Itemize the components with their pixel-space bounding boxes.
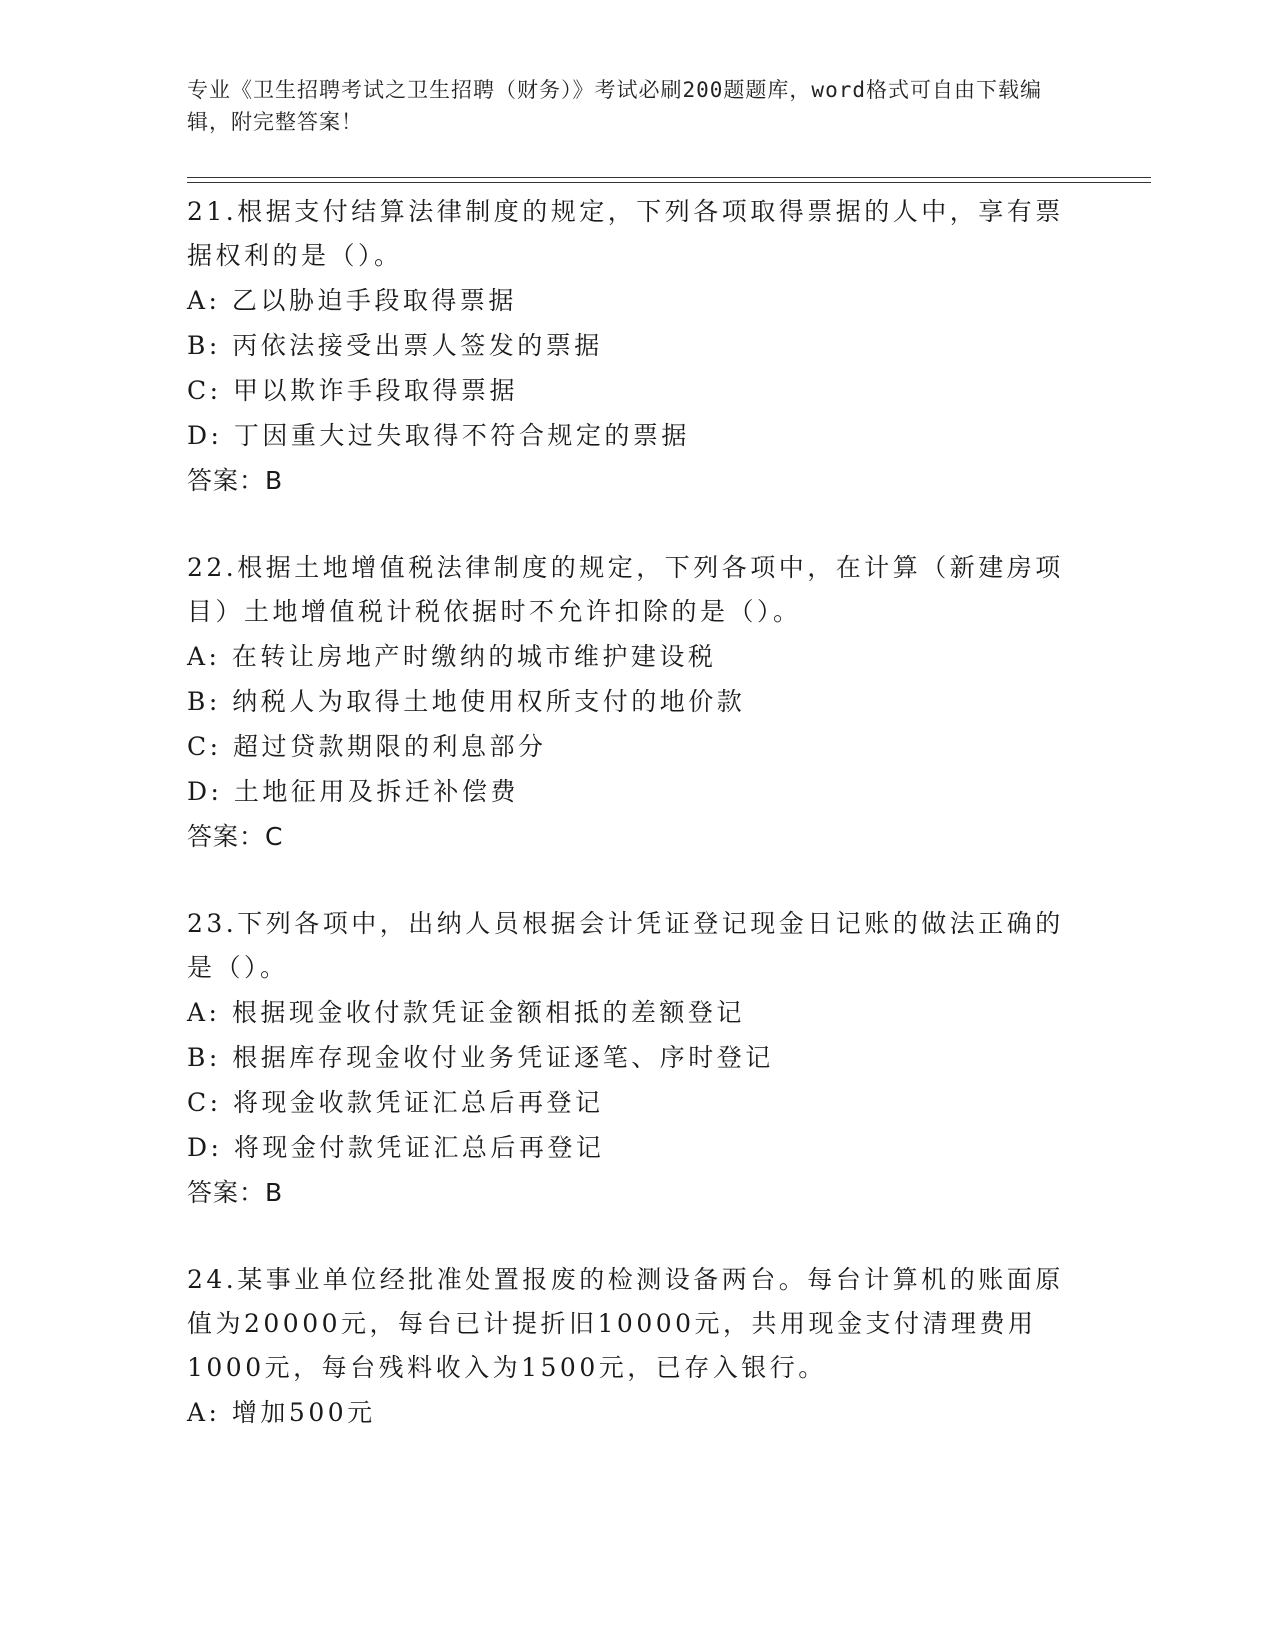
header-divider-bottom xyxy=(187,182,1151,183)
answer-line: 答案：B xyxy=(187,466,284,495)
question-23 xyxy=(187,902,1087,1216)
document-header-intro: 专业《卫生招聘考试之卫生招聘（财务）》考试必刷200题题库，word格式可自由下载编辑，附完整答案！ xyxy=(187,78,1042,134)
answer-line: 答案：C xyxy=(187,822,284,851)
question-list xyxy=(187,190,1087,1477)
question-stem: 21.根据支付结算法律制度的规定，下列各项取得票据的人中，享有票据权利的是（）。 xyxy=(187,197,1064,270)
option-d: D: 土地征用及拆迁补偿费 xyxy=(187,777,519,806)
option-c: C: 甲以欺诈手段取得票据 xyxy=(187,376,518,405)
option-c: C: 将现金收款凭证汇总后再登记 xyxy=(187,1088,604,1117)
header-divider-top xyxy=(187,177,1151,178)
question-22 xyxy=(187,546,1087,860)
option-c: C: 超过贷款期限的利息部分 xyxy=(187,732,547,761)
question-stem: 24.某事业单位经批准处置报废的检测设备两台。每台计算机的账面原值为20000元，每台已计提折旧10000元，共用现金支付清理费用1000元，每台残料收入为1500元，已存入银行。 xyxy=(187,1265,1064,1382)
question-24 xyxy=(187,1258,1087,1435)
question-21 xyxy=(187,190,1087,504)
option-b: B: 丙依法接受出票人签发的票据 xyxy=(187,331,603,360)
question-stem: 23.下列各项中，出纳人员根据会计凭证登记现金日记账的做法正确的是（）。 xyxy=(187,909,1064,982)
option-a: A: 在转让房地产时缴纳的城市维护建设税 xyxy=(187,642,717,671)
option-b: B: 根据库存现金收付业务凭证逐笔、序时登记 xyxy=(187,1043,774,1072)
option-a: A: 乙以胁迫手段取得票据 xyxy=(187,286,517,315)
option-b: B: 纳税人为取得土地使用权所支付的地价款 xyxy=(187,687,746,716)
answer-line: 答案：B xyxy=(187,1178,284,1207)
question-stem: 22.根据土地增值税法律制度的规定，下列各项中，在计算（新建房项目）土地增值税计税依据时不允许扣除的是（）。 xyxy=(187,553,1064,626)
option-d: D: 将现金付款凭证汇总后再登记 xyxy=(187,1133,605,1162)
option-a: A: 根据现金收付款凭证金额相抵的差额登记 xyxy=(187,998,745,1027)
option-a: A: 增加500元 xyxy=(187,1398,376,1427)
option-d: D: 丁因重大过失取得不符合规定的票据 xyxy=(187,421,690,450)
